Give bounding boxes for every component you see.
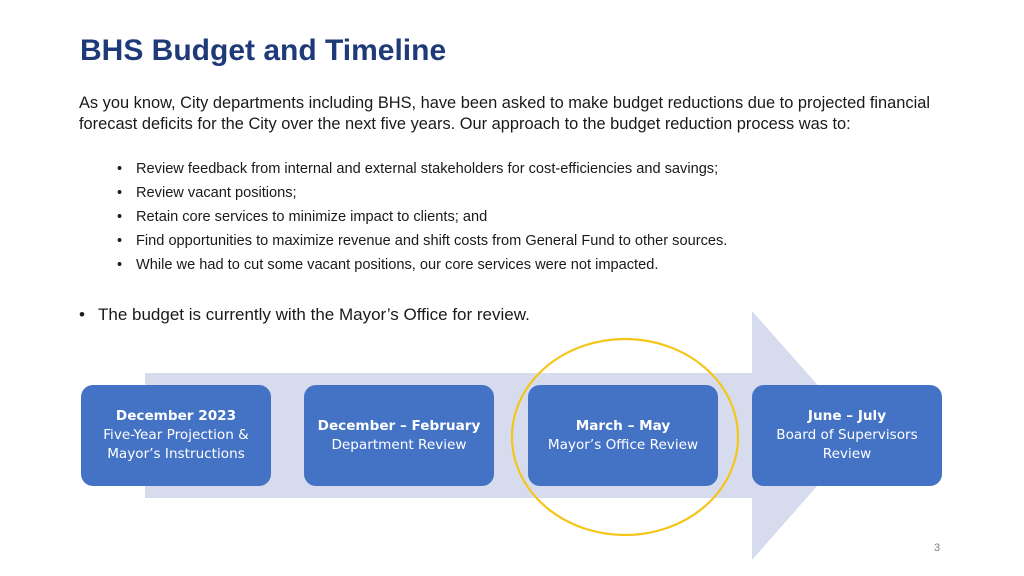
step-detail: Department Review (331, 436, 467, 453)
bullet-icon: • (117, 209, 123, 225)
bullet-icon: • (117, 233, 123, 249)
step-detail: Mayor’s Office Review (547, 436, 699, 453)
bullet-icon: • (79, 305, 85, 324)
page-number: 3 (934, 542, 941, 554)
step-title: December 2023 (115, 408, 237, 424)
bullet-icon: • (117, 185, 123, 201)
list-item-text: Retain core services to minimize impact to clients; and (136, 209, 488, 225)
intro-paragraph: As you know, City departments including BHS, have been asked to make budget reductions due to projected financial forecast deficits for the City over the next five years. Our approach to the budget reduction process was to: (79, 94, 931, 133)
bullet-icon: • (117, 161, 123, 177)
list-item-text: Find opportunities to maximize revenue and shift costs from General Fund to other sources. (136, 233, 728, 249)
slide-title: BHS Budget and Timeline (80, 34, 447, 67)
status-bullet-text: The budget is currently with the Mayor’s Office for review. (98, 305, 530, 324)
step-detail: Review (822, 446, 872, 462)
step-detail: Board of Supervisors (776, 427, 918, 443)
list-item-text: While we had to cut some vacant positions, our core services were not impacted. (136, 257, 659, 273)
list-item-text: Review vacant positions; (136, 185, 297, 201)
list-item-text: Review feedback from internal and external stakeholders for cost-efficiencies and savings; (136, 161, 719, 177)
step-detail: Mayor’s Instructions (107, 446, 245, 462)
step-title: March – May (575, 417, 671, 434)
step-title: June – July (807, 408, 887, 424)
step-title: December – February (317, 417, 481, 434)
bullet-icon: • (117, 257, 123, 273)
step-detail: Five-Year Projection & (103, 427, 249, 443)
highlight-circle (512, 339, 738, 535)
